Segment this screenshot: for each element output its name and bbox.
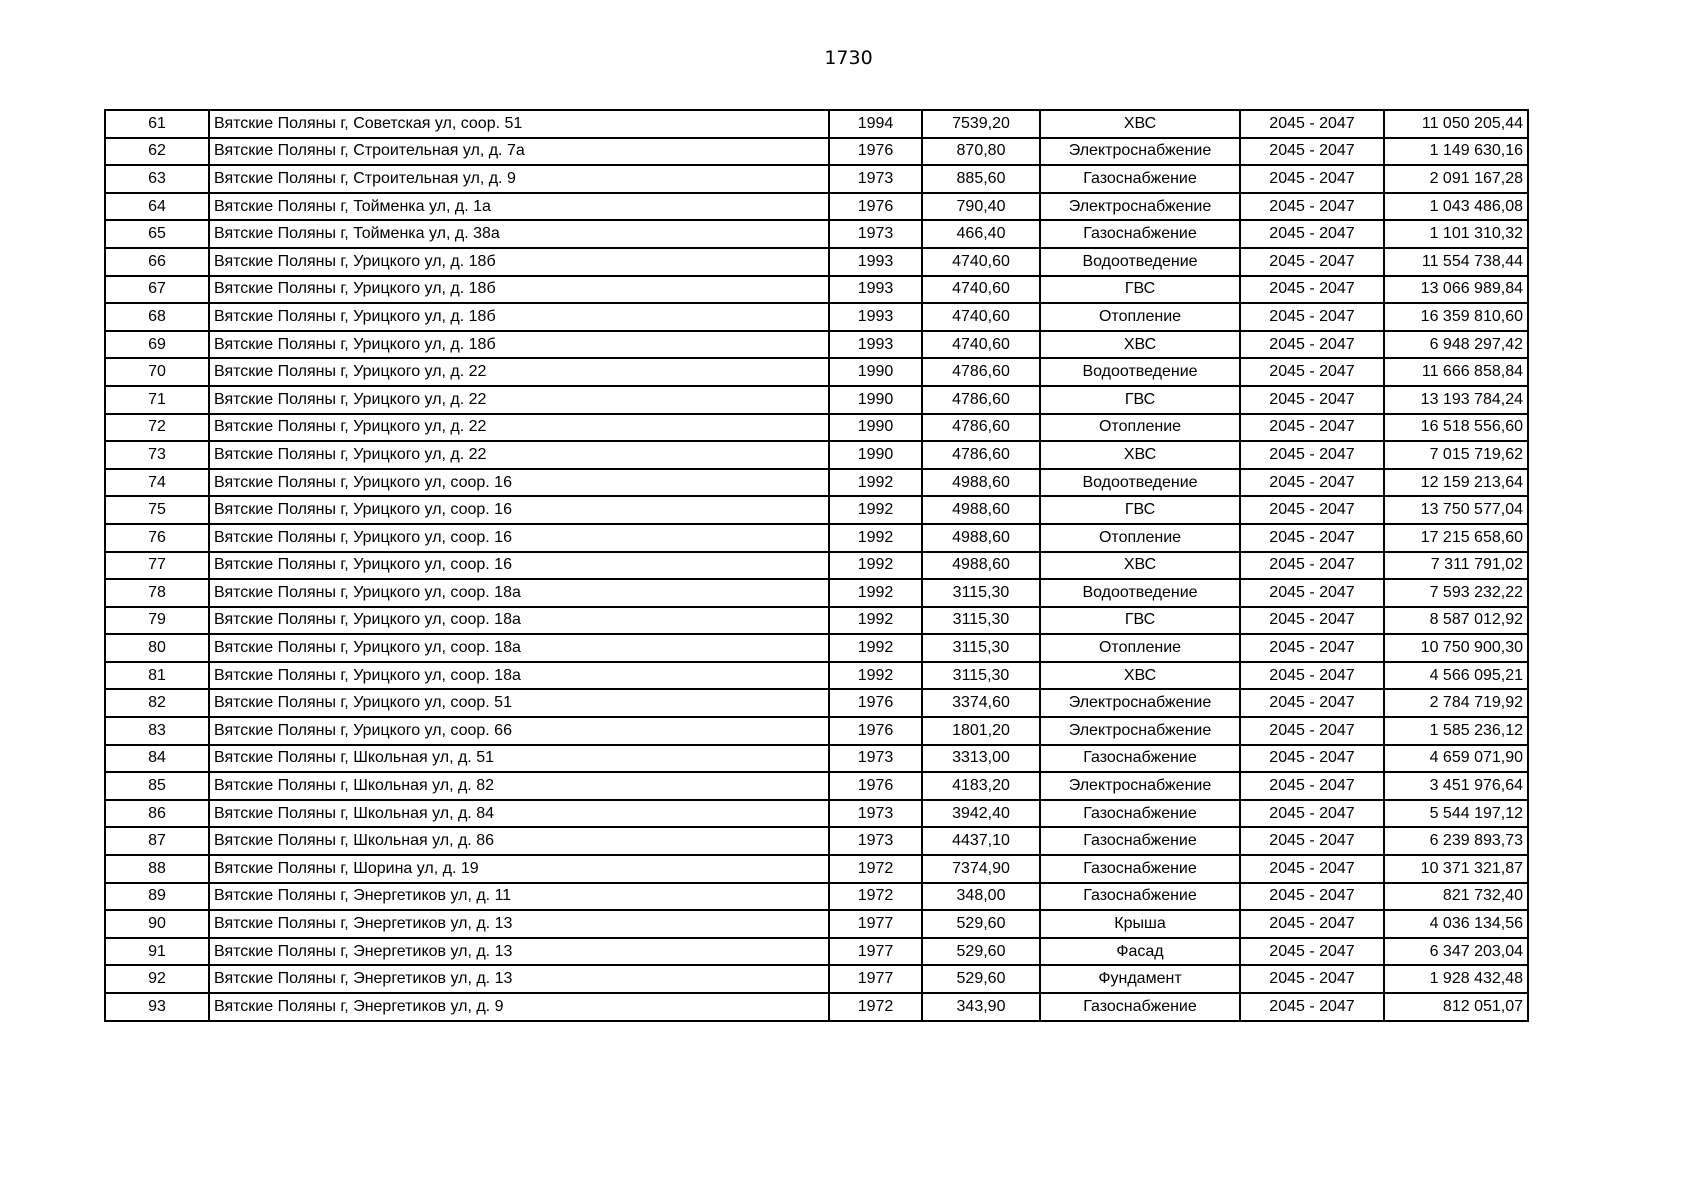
build-year-cell: 1993 [829, 276, 922, 304]
period-cell: 2045 - 2047 [1240, 827, 1384, 855]
table-row [105, 193, 1528, 221]
table-row [105, 441, 1528, 469]
period-cell: 2045 - 2047 [1240, 579, 1384, 607]
address-cell: Вятские Поляны г, Урицкого ул, д. 18б [209, 331, 829, 359]
period-cell: 2045 - 2047 [1240, 276, 1384, 304]
address-cell: Вятские Поляны г, Энергетиков ул, д. 11 [209, 883, 829, 911]
work-type-cell: ГВС [1040, 607, 1240, 635]
area-cell: 3115,30 [922, 579, 1040, 607]
table-row [105, 607, 1528, 635]
area-cell: 4988,60 [922, 524, 1040, 552]
period-cell: 2045 - 2047 [1240, 965, 1384, 993]
area-cell: 529,60 [922, 965, 1040, 993]
area-cell: 4786,60 [922, 386, 1040, 414]
row-number: 74 [105, 469, 209, 497]
row-number: 88 [105, 855, 209, 883]
work-type-cell: ХВС [1040, 110, 1240, 138]
page-number: 1730 [824, 47, 873, 69]
address-cell: Вятские Поляны г, Тойменка ул, д. 1а [209, 193, 829, 221]
row-number: 70 [105, 358, 209, 386]
cost-cell: 11 554 738,44 [1384, 248, 1528, 276]
row-number: 73 [105, 441, 209, 469]
work-type-cell: Водоотведение [1040, 358, 1240, 386]
build-year-cell: 1992 [829, 552, 922, 580]
build-year-cell: 1992 [829, 662, 922, 690]
row-number: 66 [105, 248, 209, 276]
address-cell: Вятские Поляны г, Урицкого ул, д. 18б [209, 276, 829, 304]
area-cell: 3313,00 [922, 745, 1040, 773]
cost-cell: 10 750 900,30 [1384, 634, 1528, 662]
table-row [105, 552, 1528, 580]
row-number: 92 [105, 965, 209, 993]
table-row [105, 827, 1528, 855]
cost-cell: 17 215 658,60 [1384, 524, 1528, 552]
build-year-cell: 1977 [829, 910, 922, 938]
address-cell: Вятские Поляны г, Строительная ул, д. 9 [209, 165, 829, 193]
cost-cell: 13 066 989,84 [1384, 276, 1528, 304]
work-type-cell: ГВС [1040, 386, 1240, 414]
build-year-cell: 1972 [829, 993, 922, 1021]
address-cell: Вятские Поляны г, Школьная ул, д. 51 [209, 745, 829, 773]
build-year-cell: 1992 [829, 634, 922, 662]
row-number: 67 [105, 276, 209, 304]
table-row [105, 938, 1528, 966]
cost-cell: 4 036 134,56 [1384, 910, 1528, 938]
area-cell: 4740,60 [922, 303, 1040, 331]
repair-schedule-table [104, 109, 1529, 1022]
address-cell: Вятские Поляны г, Урицкого ул, д. 18б [209, 248, 829, 276]
work-type-cell: Электроснабжение [1040, 689, 1240, 717]
area-cell: 4740,60 [922, 276, 1040, 304]
address-cell: Вятские Поляны г, Энергетиков ул, д. 13 [209, 965, 829, 993]
cost-cell: 1 101 310,32 [1384, 220, 1528, 248]
row-number: 65 [105, 220, 209, 248]
address-cell: Вятские Поляны г, Урицкого ул, д. 22 [209, 414, 829, 442]
address-cell: Вятские Поляны г, Урицкого ул, соор. 18а [209, 662, 829, 690]
build-year-cell: 1976 [829, 138, 922, 166]
row-number: 87 [105, 827, 209, 855]
work-type-cell: Газоснабжение [1040, 165, 1240, 193]
work-type-cell: Отопление [1040, 414, 1240, 442]
build-year-cell: 1993 [829, 248, 922, 276]
work-type-cell: Отопление [1040, 524, 1240, 552]
address-cell: Вятские Поляны г, Строительная ул, д. 7а [209, 138, 829, 166]
work-type-cell: Электроснабжение [1040, 717, 1240, 745]
cost-cell: 7 311 791,02 [1384, 552, 1528, 580]
cost-cell: 821 732,40 [1384, 883, 1528, 911]
build-year-cell: 1977 [829, 965, 922, 993]
table-row [105, 965, 1528, 993]
work-type-cell: Фундамент [1040, 965, 1240, 993]
build-year-cell: 1976 [829, 193, 922, 221]
area-cell: 4988,60 [922, 469, 1040, 497]
table-row [105, 745, 1528, 773]
work-type-cell: ХВС [1040, 552, 1240, 580]
address-cell: Вятские Поляны г, Энергетиков ул, д. 9 [209, 993, 829, 1021]
period-cell: 2045 - 2047 [1240, 248, 1384, 276]
period-cell: 2045 - 2047 [1240, 745, 1384, 773]
cost-cell: 16 518 556,60 [1384, 414, 1528, 442]
table-row [105, 910, 1528, 938]
area-cell: 529,60 [922, 938, 1040, 966]
address-cell: Вятские Поляны г, Школьная ул, д. 82 [209, 772, 829, 800]
table-row [105, 717, 1528, 745]
table-row [105, 772, 1528, 800]
work-type-cell: Водоотведение [1040, 579, 1240, 607]
work-type-cell: ГВС [1040, 496, 1240, 524]
address-cell: Вятские Поляны г, Урицкого ул, соор. 16 [209, 524, 829, 552]
period-cell: 2045 - 2047 [1240, 993, 1384, 1021]
area-cell: 4786,60 [922, 414, 1040, 442]
build-year-cell: 1994 [829, 110, 922, 138]
work-type-cell: Фасад [1040, 938, 1240, 966]
work-type-cell: Газоснабжение [1040, 883, 1240, 911]
table-row [105, 276, 1528, 304]
period-cell: 2045 - 2047 [1240, 772, 1384, 800]
area-cell: 790,40 [922, 193, 1040, 221]
period-cell: 2045 - 2047 [1240, 331, 1384, 359]
table-body [105, 110, 1528, 1021]
address-cell: Вятские Поляны г, Энергетиков ул, д. 13 [209, 910, 829, 938]
table-row [105, 689, 1528, 717]
cost-cell: 5 544 197,12 [1384, 800, 1528, 828]
table-row [105, 303, 1528, 331]
cost-cell: 6 948 297,42 [1384, 331, 1528, 359]
period-cell: 2045 - 2047 [1240, 303, 1384, 331]
area-cell: 4786,60 [922, 358, 1040, 386]
build-year-cell: 1992 [829, 524, 922, 552]
row-number: 63 [105, 165, 209, 193]
area-cell: 3115,30 [922, 634, 1040, 662]
build-year-cell: 1993 [829, 303, 922, 331]
build-year-cell: 1973 [829, 800, 922, 828]
period-cell: 2045 - 2047 [1240, 386, 1384, 414]
table-row [105, 358, 1528, 386]
row-number: 83 [105, 717, 209, 745]
table-row [105, 662, 1528, 690]
address-cell: Вятские Поляны г, Урицкого ул, д. 22 [209, 386, 829, 414]
address-cell: Вятские Поляны г, Урицкого ул, соор. 16 [209, 496, 829, 524]
table-row [105, 331, 1528, 359]
work-type-cell: Газоснабжение [1040, 800, 1240, 828]
build-year-cell: 1992 [829, 579, 922, 607]
build-year-cell: 1973 [829, 827, 922, 855]
build-year-cell: 1992 [829, 469, 922, 497]
cost-cell: 1 043 486,08 [1384, 193, 1528, 221]
row-number: 62 [105, 138, 209, 166]
cost-cell: 4 566 095,21 [1384, 662, 1528, 690]
table-row [105, 110, 1528, 138]
row-number: 80 [105, 634, 209, 662]
area-cell: 4988,60 [922, 496, 1040, 524]
period-cell: 2045 - 2047 [1240, 662, 1384, 690]
table-row [105, 469, 1528, 497]
build-year-cell: 1992 [829, 607, 922, 635]
work-type-cell: Электроснабжение [1040, 193, 1240, 221]
cost-cell: 4 659 071,90 [1384, 745, 1528, 773]
address-cell: Вятские Поляны г, Урицкого ул, д. 22 [209, 358, 829, 386]
work-type-cell: ХВС [1040, 662, 1240, 690]
cost-cell: 1 149 630,16 [1384, 138, 1528, 166]
address-cell: Вятские Поляны г, Урицкого ул, соор. 18а [209, 579, 829, 607]
cost-cell: 16 359 810,60 [1384, 303, 1528, 331]
period-cell: 2045 - 2047 [1240, 552, 1384, 580]
work-type-cell: Газоснабжение [1040, 220, 1240, 248]
cost-cell: 7 015 719,62 [1384, 441, 1528, 469]
address-cell: Вятские Поляны г, Тойменка ул, д. 38а [209, 220, 829, 248]
row-number: 82 [105, 689, 209, 717]
cost-cell: 2 784 719,92 [1384, 689, 1528, 717]
period-cell: 2045 - 2047 [1240, 717, 1384, 745]
row-number: 85 [105, 772, 209, 800]
address-cell: Вятские Поляны г, Урицкого ул, соор. 18а [209, 607, 829, 635]
table-row [105, 993, 1528, 1021]
row-number: 93 [105, 993, 209, 1021]
area-cell: 870,80 [922, 138, 1040, 166]
build-year-cell: 1990 [829, 441, 922, 469]
period-cell: 2045 - 2047 [1240, 607, 1384, 635]
area-cell: 466,40 [922, 220, 1040, 248]
work-type-cell: Электроснабжение [1040, 772, 1240, 800]
area-cell: 7374,90 [922, 855, 1040, 883]
work-type-cell: ХВС [1040, 331, 1240, 359]
cost-cell: 13 193 784,24 [1384, 386, 1528, 414]
work-type-cell: Газоснабжение [1040, 993, 1240, 1021]
area-cell: 348,00 [922, 883, 1040, 911]
period-cell: 2045 - 2047 [1240, 138, 1384, 166]
cost-cell: 1 928 432,48 [1384, 965, 1528, 993]
area-cell: 3115,30 [922, 607, 1040, 635]
address-cell: Вятские Поляны г, Урицкого ул, соор. 16 [209, 469, 829, 497]
address-cell: Вятские Поляны г, Советская ул, соор. 51 [209, 110, 829, 138]
row-number: 61 [105, 110, 209, 138]
period-cell: 2045 - 2047 [1240, 800, 1384, 828]
period-cell: 2045 - 2047 [1240, 496, 1384, 524]
area-cell: 4740,60 [922, 248, 1040, 276]
area-cell: 7539,20 [922, 110, 1040, 138]
build-year-cell: 1992 [829, 496, 922, 524]
period-cell: 2045 - 2047 [1240, 469, 1384, 497]
table-row [105, 414, 1528, 442]
cost-cell: 11 666 858,84 [1384, 358, 1528, 386]
address-cell: Вятские Поляны г, Шорина ул, д. 19 [209, 855, 829, 883]
cost-cell: 8 587 012,92 [1384, 607, 1528, 635]
table-row [105, 855, 1528, 883]
build-year-cell: 1973 [829, 220, 922, 248]
build-year-cell: 1976 [829, 717, 922, 745]
work-type-cell: Водоотведение [1040, 469, 1240, 497]
row-number: 71 [105, 386, 209, 414]
work-type-cell: Газоснабжение [1040, 855, 1240, 883]
row-number: 89 [105, 883, 209, 911]
work-type-cell: Электроснабжение [1040, 138, 1240, 166]
period-cell: 2045 - 2047 [1240, 358, 1384, 386]
table-row [105, 524, 1528, 552]
work-type-cell: Отопление [1040, 634, 1240, 662]
address-cell: Вятские Поляны г, Урицкого ул, соор. 51 [209, 689, 829, 717]
row-number: 75 [105, 496, 209, 524]
area-cell: 529,60 [922, 910, 1040, 938]
row-number: 78 [105, 579, 209, 607]
period-cell: 2045 - 2047 [1240, 524, 1384, 552]
area-cell: 4740,60 [922, 331, 1040, 359]
table-row [105, 634, 1528, 662]
table-row [105, 800, 1528, 828]
build-year-cell: 1977 [829, 938, 922, 966]
row-number: 79 [105, 607, 209, 635]
build-year-cell: 1990 [829, 386, 922, 414]
work-type-cell: ХВС [1040, 441, 1240, 469]
area-cell: 885,60 [922, 165, 1040, 193]
period-cell: 2045 - 2047 [1240, 441, 1384, 469]
row-number: 68 [105, 303, 209, 331]
period-cell: 2045 - 2047 [1240, 689, 1384, 717]
work-type-cell: Отопление [1040, 303, 1240, 331]
row-number: 72 [105, 414, 209, 442]
work-type-cell: Крыша [1040, 910, 1240, 938]
area-cell: 4786,60 [922, 441, 1040, 469]
work-type-cell: ГВС [1040, 276, 1240, 304]
build-year-cell: 1993 [829, 331, 922, 359]
table-row [105, 248, 1528, 276]
period-cell: 2045 - 2047 [1240, 855, 1384, 883]
address-cell: Вятские Поляны г, Энергетиков ул, д. 13 [209, 938, 829, 966]
build-year-cell: 1976 [829, 689, 922, 717]
period-cell: 2045 - 2047 [1240, 110, 1384, 138]
table-row [105, 883, 1528, 911]
cost-cell: 1 585 236,12 [1384, 717, 1528, 745]
table-row [105, 386, 1528, 414]
cost-cell: 7 593 232,22 [1384, 579, 1528, 607]
row-number: 86 [105, 800, 209, 828]
table-row [105, 496, 1528, 524]
area-cell: 3115,30 [922, 662, 1040, 690]
build-year-cell: 1990 [829, 414, 922, 442]
build-year-cell: 1973 [829, 745, 922, 773]
cost-cell: 812 051,07 [1384, 993, 1528, 1021]
cost-cell: 10 371 321,87 [1384, 855, 1528, 883]
period-cell: 2045 - 2047 [1240, 414, 1384, 442]
area-cell: 3374,60 [922, 689, 1040, 717]
row-number: 76 [105, 524, 209, 552]
period-cell: 2045 - 2047 [1240, 165, 1384, 193]
table-row [105, 220, 1528, 248]
build-year-cell: 1990 [829, 358, 922, 386]
area-cell: 4437,10 [922, 827, 1040, 855]
table-row [105, 138, 1528, 166]
build-year-cell: 1972 [829, 883, 922, 911]
area-cell: 1801,20 [922, 717, 1040, 745]
period-cell: 2045 - 2047 [1240, 193, 1384, 221]
cost-cell: 6 239 893,73 [1384, 827, 1528, 855]
period-cell: 2045 - 2047 [1240, 938, 1384, 966]
row-number: 64 [105, 193, 209, 221]
cost-cell: 2 091 167,28 [1384, 165, 1528, 193]
area-cell: 3942,40 [922, 800, 1040, 828]
row-number: 84 [105, 745, 209, 773]
address-cell: Вятские Поляны г, Урицкого ул, соор. 16 [209, 552, 829, 580]
table-row [105, 165, 1528, 193]
address-cell: Вятские Поляны г, Урицкого ул, д. 18б [209, 303, 829, 331]
area-cell: 4988,60 [922, 552, 1040, 580]
work-type-cell: Газоснабжение [1040, 745, 1240, 773]
cost-cell: 12 159 213,64 [1384, 469, 1528, 497]
work-type-cell: Водоотведение [1040, 248, 1240, 276]
address-cell: Вятские Поляны г, Урицкого ул, соор. 66 [209, 717, 829, 745]
area-cell: 343,90 [922, 993, 1040, 1021]
period-cell: 2045 - 2047 [1240, 910, 1384, 938]
work-type-cell: Газоснабжение [1040, 827, 1240, 855]
address-cell: Вятские Поляны г, Урицкого ул, д. 22 [209, 441, 829, 469]
row-number: 69 [105, 331, 209, 359]
row-number: 81 [105, 662, 209, 690]
address-cell: Вятские Поляны г, Урицкого ул, соор. 18а [209, 634, 829, 662]
build-year-cell: 1972 [829, 855, 922, 883]
row-number: 90 [105, 910, 209, 938]
row-number: 91 [105, 938, 209, 966]
build-year-cell: 1976 [829, 772, 922, 800]
row-number: 77 [105, 552, 209, 580]
address-cell: Вятские Поляны г, Школьная ул, д. 86 [209, 827, 829, 855]
cost-cell: 3 451 976,64 [1384, 772, 1528, 800]
period-cell: 2045 - 2047 [1240, 634, 1384, 662]
period-cell: 2045 - 2047 [1240, 220, 1384, 248]
cost-cell: 6 347 203,04 [1384, 938, 1528, 966]
period-cell: 2045 - 2047 [1240, 883, 1384, 911]
build-year-cell: 1973 [829, 165, 922, 193]
cost-cell: 11 050 205,44 [1384, 110, 1528, 138]
address-cell: Вятские Поляны г, Школьная ул, д. 84 [209, 800, 829, 828]
cost-cell: 13 750 577,04 [1384, 496, 1528, 524]
area-cell: 4183,20 [922, 772, 1040, 800]
table-row [105, 579, 1528, 607]
